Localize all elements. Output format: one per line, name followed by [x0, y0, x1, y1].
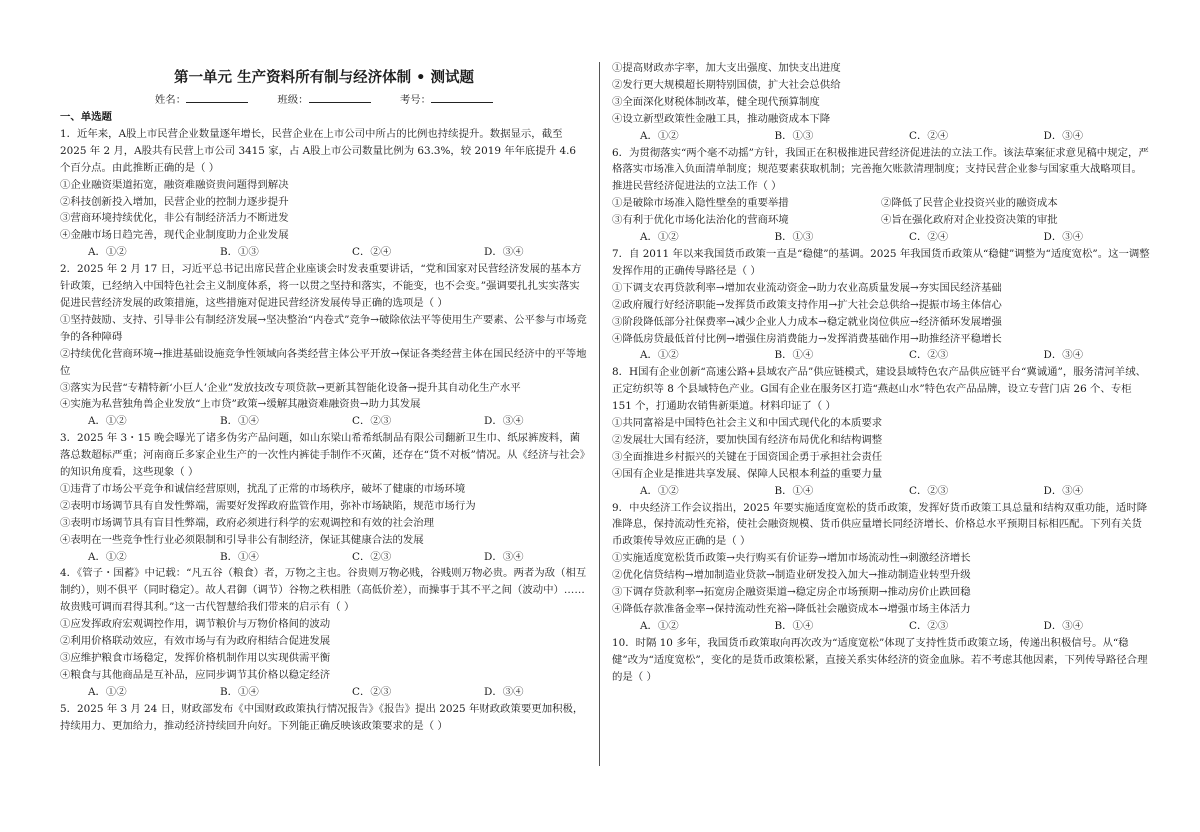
exam-number-label: 考号： [399, 94, 432, 106]
option: ③营商环境持续优化，非公有制经济活力不断迸发 [60, 212, 289, 225]
option: ④国有企业是推进共享发展、保障人民根本利益的重要力量 [612, 467, 883, 480]
question-stem: 7．自 2011 年以来我国货币政策一直是“稳健”的基调。2025 年我国货币政策从“稳健”调整为“适度宽松”。这一调整发挥作用的正确传导路径是（ ） [612, 247, 1150, 277]
option: ②政府履行好经济职能→发挥货币政策支持作用→扩大社会总供给→提振市场主体信心 [612, 298, 1002, 311]
option: ④设立新型政策性金融工具，推动融资成本下降 [612, 112, 831, 125]
option: ①实施适度宽松货币政策→央行购买有价证券→增加市场流动性→刺激经济增长 [612, 552, 971, 565]
answer-choices [612, 229, 1150, 246]
answer-choice[interactable]: D．③④ [1043, 484, 1084, 497]
question [612, 246, 1150, 364]
question-stem: 5．2025 年 3 月 24 日，财政部发布《中国财政政策执行情况报告》《报告》提出 2025 年财政政策要更加积极，持续用力、更加给力，推动经济持续回升向好。下列能正确反映该政策要求的是（ ） [60, 702, 584, 732]
option: ③落实为民营“专精特新‘小巨人’企业”发放技改专项贷款→更新其智能化设备→提升其自动化生产水平 [60, 381, 521, 394]
answer-choice[interactable]: D．③④ [1043, 129, 1084, 142]
question-stem: 8．H国有企业创新“高速公路+县域农产品”供应链模式，建设县域特色农产品供应链平台“冀诚通”，服务清河羊绒、正定纺织等 8 个县域特色产业。G国有企业在服务区打造“燕赵山水”特色农产品品牌，设立专营门店 26 个、专柜 151 个，打通助农销售新渠道。材料印证了（ ） [612, 366, 1146, 413]
answer-choice[interactable]: B．①③ [774, 129, 814, 142]
option: ④实施为私营独角兽企业发放“上市贷”政策→缓解其融资难融资贵→助力其发展 [60, 398, 421, 411]
question [612, 500, 1150, 635]
answer-choice[interactable]: D．③④ [484, 246, 524, 259]
right-column [612, 60, 1150, 686]
option: ④降低存款准备金率→保持流动性充裕→降低社会融资成本→增强市场主体活力 [612, 603, 971, 615]
option: ②持续优化营商环境→推进基础设施竞争性领域向各类经营主体公平开放→保证各类经营主体在国民经济中的平等地位 [60, 347, 587, 377]
question-stem: 10．时隔 10 多年，我国货币政策取向再次改为“适度宽松”体现了支持性货币政策立场，传递出积极信号。从“稳健”改为“适度宽松”，变化的是货币政策松紧，直接关系实体经济的资金血脉。若不考虑其他因素，下列传导路径合理的是（ ） [612, 636, 1148, 683]
option: ③全面深化财税体制改革，健全现代预算制度 [612, 95, 820, 108]
option: ②优化信贷结构→增加制造业贷款→制造业研发投入加大→推动制造业转型升级 [612, 569, 971, 582]
option: ②降低了民营企业投资兴业的融资成本 [881, 197, 1058, 210]
answer-choice[interactable]: C．②③ [352, 550, 392, 563]
answer-choice[interactable]: A．①② [88, 550, 127, 563]
answer-choices [60, 413, 588, 430]
question [60, 126, 588, 261]
option: ①是破除市场准入隐性壁垒的重要举措 [612, 197, 789, 210]
question-stem: 3．2025 年 3・15 晚会曝光了诸多伪劣产品问题，如山东梁山希希纸制品有限公司翻新卫生巾、纸尿裤废料，菌落总数超标严重；河南商丘多家企业生产的一次性内裤徒手制作不灭菌，还存在“货不对板”情况。从《经济与社会》的知识角度看，这些现象（ ） [60, 432, 585, 479]
answer-choice[interactable]: C．②④ [909, 231, 949, 244]
option: ④表明在一些竞争性行业必须限制和引导非公有制经济，保证其健康合法的发展 [60, 533, 424, 546]
option: ④金融市场日趋完善，现代企业制度助力企业发展 [60, 229, 289, 242]
option: ①下调支农再贷款利率→增加农业流动资金→助力农业高质量发展→夯实国民经济基础 [612, 281, 1002, 294]
option: ④旨在强化政府对企业投资决策的审批 [881, 214, 1058, 227]
option: ③有利于优化市场化法治化的营商环境 [612, 214, 789, 227]
answer-choices [60, 684, 588, 701]
answer-choice[interactable]: A．①② [88, 246, 127, 259]
question-stem: 1．近年来，A股上市民营企业数量逐年增长，民营企业在上市公司中所占的比例也持续提升。数据显示，截至 2025 年 2 月，A股共有民营上市公司 3415 家，占 A股上市公司数量比例为 63.3%，较 2019 年年底提升 4.6 个百分点。由此推断正确的是（ ） [60, 127, 577, 174]
option: ③表明市场调节具有盲目性弊端，政府必须进行科学的宏观调控和有效的社会治理 [60, 516, 435, 529]
option: ②表明市场调节具有自发性弊端，需要好发挥政府监管作用，弥补市场缺陷，规范市场行为 [60, 499, 476, 512]
question [60, 565, 588, 700]
answer-choice[interactable]: A．①② [88, 685, 127, 698]
answer-choice[interactable]: C．②④ [352, 246, 392, 259]
answer-choice[interactable]: B．①④ [220, 550, 259, 563]
student-info [60, 90, 588, 109]
answer-choice[interactable]: D．③④ [1043, 349, 1084, 362]
answer-choice[interactable]: B．①③ [774, 231, 814, 244]
right-questions [612, 60, 1150, 686]
option: ②发行更大规模超长期特别国债，扩大社会总供给 [612, 78, 841, 91]
option: ③应维护粮食市场稳定，发挥价格机制作用以实现供需平衡 [60, 652, 331, 664]
answer-choice[interactable]: B．①③ [220, 246, 259, 259]
answer-choice[interactable]: B．①④ [774, 619, 814, 632]
answer-choice[interactable]: D．③④ [1043, 619, 1084, 632]
answer-choice[interactable]: D．③④ [484, 550, 524, 563]
question [612, 60, 1150, 145]
left-questions [60, 126, 588, 735]
answer-choices [612, 618, 1150, 635]
answer-choices [60, 549, 588, 566]
answer-choices [612, 128, 1150, 145]
left-column [60, 60, 588, 735]
option: ④粮食与其他商品是互补品，应同步调节其价格以稳定经济 [60, 668, 331, 681]
name-field[interactable] [186, 90, 248, 103]
option: ④降低房贷最低首付比例→增强住房消费能力→发挥消费基础作用→助推经济平稳增长 [612, 332, 1002, 345]
option: ①坚持鼓励、支持、引导非公有制经济发展→坚决整治“内卷式”竞争→破除依法平等使用生产要素、公平参与市场竞争的各种障碍 [60, 313, 587, 343]
answer-choice[interactable]: A．①② [640, 231, 679, 244]
exam-number-field[interactable] [431, 90, 493, 103]
answer-choice[interactable]: D．③④ [484, 415, 524, 428]
option: ①共同富裕是中国特色社会主义和中国式现代化的本质要求 [612, 417, 883, 430]
answer-choice[interactable]: C．②③ [352, 415, 392, 428]
answer-choice[interactable]: A．①② [640, 484, 679, 497]
option: ①企业融资渠道拓宽，融资难融资贵问题得到解决 [60, 178, 289, 191]
answer-choices [612, 347, 1150, 364]
answer-choice[interactable]: C．②③ [352, 685, 392, 698]
column-divider [599, 62, 600, 766]
question [60, 430, 588, 565]
exam-title: 第一单元 生产资料所有制与经济体制 • 测试题 [174, 70, 474, 86]
question-stem: 4．《管子・国蓄》中记载：“凡五谷（粮食）者，万物之主也。谷贵则万物必贱，谷贱则万物必贵。两者为敌（相互制约），则不俱平（同时稳定）。故人君御（调节）谷物之秩相胜（高低价差），而操事于其不平之间（波动中）……故贵贱可调而君得其利。”这一古代智慧给我们带来的启示有（ ） [60, 567, 587, 614]
answer-choice[interactable]: C．②④ [909, 129, 949, 142]
option: ①提高财政赤字率，加大支出强度、加快支出进度 [612, 62, 841, 74]
answer-choice[interactable]: B．①④ [774, 349, 814, 362]
question [612, 635, 1150, 686]
answer-choices [612, 483, 1150, 500]
answer-choice[interactable]: C．②③ [909, 349, 949, 362]
question [612, 364, 1150, 499]
question [60, 701, 588, 735]
class-field[interactable] [309, 90, 371, 103]
option: ②利用价格联动效应，有效市场与有为政府相结合促进发展 [60, 635, 331, 648]
name-label: 姓名： [154, 94, 187, 106]
answer-choice[interactable]: C．②③ [909, 484, 949, 497]
answer-choice[interactable]: B．①④ [220, 415, 259, 428]
option: ②发展壮大国有经济，要加快国有经济布局优化和结构调整 [612, 433, 883, 446]
option-row [612, 195, 1150, 212]
answer-choice[interactable]: B．①④ [774, 484, 814, 497]
option: ③全面推进乡村振兴的关键在于国资国企勇于承担社会责任 [612, 450, 883, 463]
question-stem: 9．中央经济工作会议指出，2025 年要实施适度宽松的货币政策，发挥好货币政策工具总量和结构双重功能，适时降准降息，保持流动性充裕，使社会融资规模、货币供应量增长同经济增长、价格总水平预期目标相匹配。下列有关货币政策传导效应正确的是（ ） [612, 501, 1148, 548]
answer-choice[interactable]: D．③④ [484, 685, 524, 698]
answer-choice[interactable]: A．①② [640, 129, 679, 142]
answer-choice[interactable]: C．②③ [909, 619, 949, 632]
answer-choice[interactable]: A．①② [640, 619, 679, 632]
option: ③阶段降低部分社保费率→减少企业人力成本→稳定就业岗位供应→经济循环发展增强 [612, 315, 1002, 328]
option: ③下调存贷款利率→拓宽房企融资渠道→稳定房企市场预期→推动房价止跌回稳 [612, 586, 971, 599]
answer-choice[interactable]: A．①② [640, 349, 679, 362]
answer-choice[interactable]: A．①② [88, 415, 127, 428]
class-label: 班级： [277, 94, 309, 106]
option: ②科技创新投入增加，民营企业的控制力逐步提升 [60, 195, 289, 208]
section-heading: 一、单选题 [60, 111, 112, 123]
answer-choice[interactable]: B．①④ [220, 685, 259, 698]
answer-choice[interactable]: D．③④ [1043, 231, 1084, 244]
option: ①违背了市场公平竞争和诚信经营原则，扰乱了正常的市场秩序，破坏了健康的市场环境 [60, 482, 466, 495]
question [612, 145, 1150, 246]
question-stem: 6．为贯彻落实“两个毫不动摇”方针，我国正在积极推进民营经济促进法的立法工作。该法草案征求意见稿中规定，严格落实市场准入负面清单制度；规范要素获取机制；完善拖欠账款清理制度；支持民营企业参与国家重大战略项目。推进民营经济促进法的立法工作（ ） [612, 146, 1149, 193]
option: ①应发挥政府宏观调控作用，调节粮价与万物价格间的波动 [60, 618, 331, 631]
answer-choices [60, 244, 588, 261]
option-row [612, 212, 1150, 229]
question [60, 261, 588, 430]
question-stem: 2．2025 年 2 月 17 日，习近平总书记出席民营企业座谈会时发表重要讲话，“党和国家对民营经济发展的基本方针政策，已经纳入中国特色社会主义制度体系，将一以贯之坚持和落实，不能变，也不会变。”强调要扎扎实实落实促进民营经济发展的政策措施，这些措施对促进民营经济发展传导正确的选项是（ ） [60, 263, 582, 309]
